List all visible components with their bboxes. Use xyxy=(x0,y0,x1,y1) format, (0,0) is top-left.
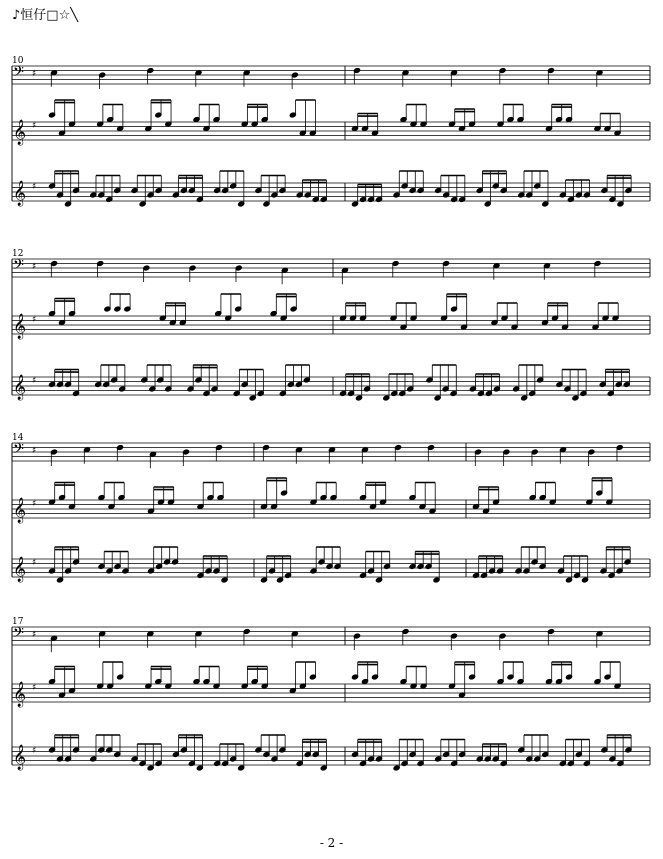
measure-number: 12 xyxy=(12,249,24,259)
page-number: - 2 - xyxy=(319,836,344,850)
key-signature-sharp-icon: ♯ xyxy=(32,558,37,568)
key-signature-sharp-icon: ♯ xyxy=(32,446,37,456)
key-signature-sharp-icon: ♯ xyxy=(32,182,37,192)
key-signature-sharp-icon: ♯ xyxy=(32,746,37,756)
key-signature-sharp-icon: ♯ xyxy=(32,69,37,79)
key-signature-sharp-icon: ♯ xyxy=(32,262,37,272)
treble-clef-icon: 𝄞 xyxy=(13,557,27,582)
key-signature-sharp-icon: ♯ xyxy=(32,376,37,386)
measure-number: 17 xyxy=(12,617,24,627)
treble-clef-icon: 𝄞 xyxy=(13,314,27,339)
treble-clef-icon: 𝄞 xyxy=(13,181,27,206)
bass-clef-icon: 𝄢 xyxy=(13,64,24,84)
treble-clef-icon: 𝄞 xyxy=(13,745,27,770)
header-title: ♪恒仔□☆╲ xyxy=(12,8,79,23)
bass-clef-icon: 𝄢 xyxy=(13,441,24,461)
key-signature-sharp-icon: ♯ xyxy=(32,630,37,640)
treble-clef-icon: 𝄞 xyxy=(13,375,27,400)
measure-number: 10 xyxy=(12,56,24,66)
bass-clef-icon: 𝄢 xyxy=(13,625,24,645)
treble-clef-icon: 𝄞 xyxy=(13,682,27,707)
bass-clef-icon: 𝄢 xyxy=(13,257,24,277)
measure-number: 14 xyxy=(12,433,24,443)
key-signature-sharp-icon: ♯ xyxy=(32,683,37,693)
treble-clef-icon: 𝄞 xyxy=(13,120,27,145)
key-signature-sharp-icon: ♯ xyxy=(32,121,37,131)
key-signature-sharp-icon: ♯ xyxy=(32,499,37,509)
key-signature-sharp-icon: ♯ xyxy=(32,315,37,325)
treble-clef-icon: 𝄞 xyxy=(13,498,27,523)
